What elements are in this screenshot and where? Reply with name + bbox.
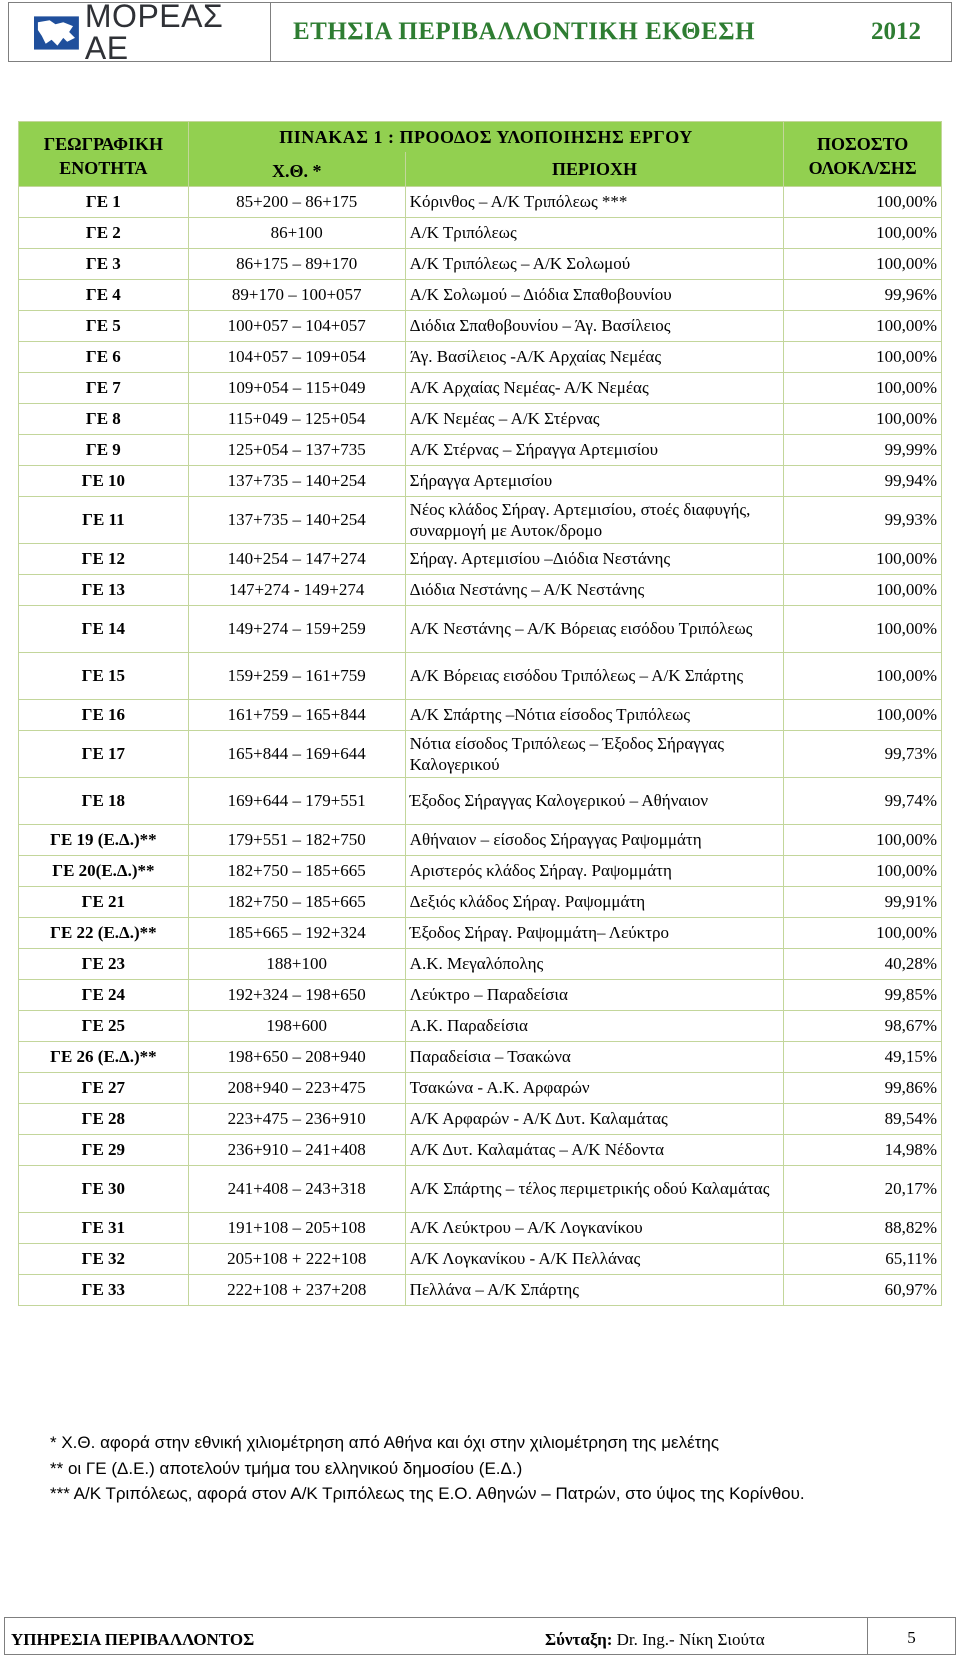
author-label: Σύνταξη: — [545, 1630, 613, 1649]
footnote: ** οι ΓΕ (Δ.Ε.) αποτελούν τμήμα του ελληνικού δημοσίου (Ε.Δ.) — [50, 1458, 523, 1478]
table-body — [19, 187, 942, 1306]
table-row — [19, 1135, 942, 1166]
cell-geo: ΓΕ 6 — [19, 342, 189, 373]
table-row — [19, 1011, 942, 1042]
page-footer — [4, 1617, 956, 1655]
cell-area: Κόρινθος – Α/Κ Τριπόλεως *** — [405, 187, 784, 218]
cell-geo: ΓΕ 21 — [19, 887, 189, 918]
cell-geo: ΓΕ 10 — [19, 466, 189, 497]
table-row — [19, 187, 942, 218]
page-header — [8, 0, 952, 66]
cell-km: 191+108 – 205+108 — [188, 1213, 405, 1244]
table-row — [19, 1213, 942, 1244]
cell-geo: ΓΕ 14 — [19, 606, 189, 653]
cell-area: Α/Κ Λογκανίκου - Α/Κ Πελλάνας — [405, 1244, 784, 1275]
cell-km: 140+254 – 147+274 — [188, 544, 405, 575]
cell-km: 198+650 – 208+940 — [188, 1042, 405, 1073]
cell-km: 115+049 – 125+054 — [188, 404, 405, 435]
cell-pct: 99,73% — [784, 731, 942, 778]
cell-pct: 100,00% — [784, 404, 942, 435]
table-row — [19, 575, 942, 606]
footer-department: ΥΠΗΡΕΣΙΑ ΠΕΡΙΒΑΛΛΟΝΤΟΣ — [11, 1630, 255, 1649]
table-row — [19, 1073, 942, 1104]
cell-pct: 100,00% — [784, 373, 942, 404]
cell-geo: ΓΕ 9 — [19, 435, 189, 466]
cell-geo: ΓΕ 19 (Ε.Δ.)** — [19, 825, 189, 856]
cell-km: 185+665 – 192+324 — [188, 918, 405, 949]
table-row — [19, 544, 942, 575]
table-row — [19, 731, 942, 778]
progress-table — [18, 121, 942, 1306]
cell-area: Α/Κ Λεύκτρου – Α/Κ Λογκανίκου — [405, 1213, 784, 1244]
cell-km: 198+600 — [188, 1011, 405, 1042]
table-row — [19, 918, 942, 949]
cell-area: Διόδια Νεστάνης – Α/Κ Νεστάνης — [405, 575, 784, 606]
cell-pct: 100,00% — [784, 218, 942, 249]
cell-km: 192+324 – 198+650 — [188, 980, 405, 1011]
header-area: ΠΕΡΙΟΧΗ — [405, 152, 784, 187]
table-row — [19, 856, 942, 887]
cell-area: Α/Κ Σπάρτης – τέλος περιμετρικής οδού Καλαμάτας — [405, 1166, 784, 1213]
table-title: ΠΙΝΑΚΑΣ 1 : ΠΡΟΟΔΟΣ ΥΛΟΠΟΙΗΣΗΣ ΕΡΓΟΥ — [188, 122, 784, 153]
header-pct: ΠΟΣΟΣΤΟ ΟΛΟΚΛ/ΣΗΣ — [784, 122, 942, 187]
cell-area: Α.Κ. Παραδείσια — [405, 1011, 784, 1042]
table-row — [19, 1275, 942, 1306]
cell-pct: 99,99% — [784, 435, 942, 466]
cell-pct: 100,00% — [784, 856, 942, 887]
cell-geo: ΓΕ 1 — [19, 187, 189, 218]
cell-geo: ΓΕ 13 — [19, 575, 189, 606]
table-row — [19, 980, 942, 1011]
cell-geo: ΓΕ 15 — [19, 653, 189, 700]
cell-geo: ΓΕ 22 (Ε.Δ.)** — [19, 918, 189, 949]
cell-geo: ΓΕ 3 — [19, 249, 189, 280]
cell-geo: ΓΕ 12 — [19, 544, 189, 575]
cell-pct: 88,82% — [784, 1213, 942, 1244]
table-row — [19, 497, 942, 544]
cell-km: 179+551 – 182+750 — [188, 825, 405, 856]
footnotes — [50, 1430, 942, 1507]
cell-area: Πελλάνα – Α/Κ Σπάρτης — [405, 1275, 784, 1306]
table-row — [19, 249, 942, 280]
cell-pct: 20,17% — [784, 1166, 942, 1213]
cell-area: Α/Κ Αρχαίας Νεμέας- Α/Κ Νεμέας — [405, 373, 784, 404]
cell-area: Αθήναιον – είσοδος Σήραγγας Ραψομμάτη — [405, 825, 784, 856]
table-row — [19, 606, 942, 653]
report-title: ΕΤΗΣΙΑ ΠΕΡΙΒΑΛΛΟΝΤΙΚΗ ΕΚΘΕΣΗ — [293, 18, 756, 45]
cell-km: 149+274 – 159+259 — [188, 606, 405, 653]
table-row — [19, 1042, 942, 1073]
cell-geo: ΓΕ 23 — [19, 949, 189, 980]
cell-area: Α/Κ Βόρειας εισόδου Τριπόλεως – Α/Κ Σπάρτης — [405, 653, 784, 700]
cell-pct: 60,97% — [784, 1275, 942, 1306]
cell-area: Α/Κ Σολωμού – Διόδια Σπαθοβουνίου — [405, 280, 784, 311]
table-row — [19, 280, 942, 311]
cell-geo: ΓΕ 29 — [19, 1135, 189, 1166]
cell-pct: 99,85% — [784, 980, 942, 1011]
cell-pct: 100,00% — [784, 249, 942, 280]
cell-area: Α/Κ Νεμέας – Α/Κ Στέρνας — [405, 404, 784, 435]
cell-geo: ΓΕ 27 — [19, 1073, 189, 1104]
cell-area: Σήραγγα Αρτεμισίου — [405, 466, 784, 497]
cell-pct: 100,00% — [784, 575, 942, 606]
table-row — [19, 887, 942, 918]
cell-geo: ΓΕ 30 — [19, 1166, 189, 1213]
cell-geo: ΓΕ 28 — [19, 1104, 189, 1135]
cell-pct: 100,00% — [784, 825, 942, 856]
cell-km: 169+644 – 179+551 — [188, 778, 405, 825]
cell-km: 205+108 + 222+108 — [188, 1244, 405, 1275]
table-row — [19, 466, 942, 497]
cell-pct: 89,54% — [784, 1104, 942, 1135]
cell-pct: 40,28% — [784, 949, 942, 980]
cell-area: Διόδια Σπαθοβουνίου – Άγ. Βασίλειος — [405, 311, 784, 342]
cell-km: 236+910 – 241+408 — [188, 1135, 405, 1166]
cell-area: Νότια είσοδος Τριπόλεως – Έξοδος Σήραγγας Καλογερικού — [405, 731, 784, 778]
cell-area: Α/Κ Αρφαρών - Α/Κ Δυτ. Καλαμάτας — [405, 1104, 784, 1135]
cell-area: Δεξιός κλάδος Σήραγ. Ραψομμάτη — [405, 887, 784, 918]
peloponnese-logo-icon — [34, 12, 79, 52]
logo-text: ΜΟΡΕΑΣ ΑΕ — [84, 0, 224, 66]
cell-km: 89+170 – 100+057 — [188, 280, 405, 311]
table-row — [19, 1244, 942, 1275]
table-row — [19, 1166, 942, 1213]
header-geo: ΓΕΩΓΡΑΦΙΚΗ ΕΝΟΤΗΤΑ — [19, 122, 189, 187]
cell-pct: 99,94% — [784, 466, 942, 497]
cell-area: Α/Κ Σπάρτης –Νότια είσοδος Τριπόλεως — [405, 700, 784, 731]
cell-km: 208+940 – 223+475 — [188, 1073, 405, 1104]
cell-km: 104+057 – 109+054 — [188, 342, 405, 373]
cell-pct: 100,00% — [784, 918, 942, 949]
table-row — [19, 373, 942, 404]
cell-geo: ΓΕ 16 — [19, 700, 189, 731]
author-name: Dr. Ing.- Νίκη Σιούτα — [612, 1630, 765, 1649]
cell-km: 85+200 – 86+175 — [188, 187, 405, 218]
cell-km: 161+759 – 165+844 — [188, 700, 405, 731]
cell-area: Α/Κ Τριπόλεως – Α/Κ Σολωμού — [405, 249, 784, 280]
table-row — [19, 700, 942, 731]
cell-pct: 99,96% — [784, 280, 942, 311]
table-row — [19, 218, 942, 249]
cell-km: 147+274 - 149+274 — [188, 575, 405, 606]
cell-pct: 99,91% — [784, 887, 942, 918]
cell-geo: ΓΕ 8 — [19, 404, 189, 435]
cell-km: 223+475 – 236+910 — [188, 1104, 405, 1135]
cell-km: 182+750 – 185+665 — [188, 856, 405, 887]
cell-km: 165+844 – 169+644 — [188, 731, 405, 778]
cell-area: Α/Κ Δυτ. Καλαμάτας – Α/Κ Νέδοντα — [405, 1135, 784, 1166]
cell-km: 100+057 – 104+057 — [188, 311, 405, 342]
cell-km: 241+408 – 243+318 — [188, 1166, 405, 1213]
cell-geo: ΓΕ 33 — [19, 1275, 189, 1306]
cell-pct: 100,00% — [784, 700, 942, 731]
footnote: * Χ.Θ. αφορά στην εθνική χιλιομέτρηση από Αθήνα και όχι στην χιλιομέτρηση της μελέτης — [50, 1433, 720, 1452]
cell-pct: 99,86% — [784, 1073, 942, 1104]
cell-geo: ΓΕ 4 — [19, 280, 189, 311]
cell-pct: 100,00% — [784, 653, 942, 700]
cell-area: Παραδείσια – Τσακώνα — [405, 1042, 784, 1073]
cell-geo: ΓΕ 26 (Ε.Δ.)** — [19, 1042, 189, 1073]
cell-geo: ΓΕ 31 — [19, 1213, 189, 1244]
cell-area: Νέος κλάδος Σήραγ. Αρτεμισίου, στοές διαφυγής, συναρμογή με Αυτοκ/δρομο — [405, 497, 784, 544]
table-row — [19, 825, 942, 856]
report-year: 2012 — [871, 18, 921, 45]
cell-pct: 98,67% — [784, 1011, 942, 1042]
table-row — [19, 778, 942, 825]
cell-geo: ΓΕ 20(Ε.Δ.)** — [19, 856, 189, 887]
cell-geo: ΓΕ 2 — [19, 218, 189, 249]
cell-pct: 14,98% — [784, 1135, 942, 1166]
cell-area: Έξοδος Σήραγγας Καλογερικού – Αθήναιον — [405, 778, 784, 825]
cell-geo: ΓΕ 11 — [19, 497, 189, 544]
cell-pct: 100,00% — [784, 606, 942, 653]
cell-pct: 99,93% — [784, 497, 942, 544]
cell-geo: ΓΕ 32 — [19, 1244, 189, 1275]
company-logo — [9, 0, 271, 66]
cell-area: Α/Κ Τριπόλεως — [405, 218, 784, 249]
cell-geo: ΓΕ 17 — [19, 731, 189, 778]
cell-area: Α.Κ. Μεγαλόπολης — [405, 949, 784, 980]
cell-area: Έξοδος Σήραγ. Ραψομμάτη– Λεύκτρο — [405, 918, 784, 949]
cell-pct: 100,00% — [784, 544, 942, 575]
cell-km: 86+100 — [188, 218, 405, 249]
cell-km: 182+750 – 185+665 — [188, 887, 405, 918]
cell-pct: 100,00% — [784, 311, 942, 342]
table-row — [19, 311, 942, 342]
cell-geo: ΓΕ 7 — [19, 373, 189, 404]
table-row — [19, 1104, 942, 1135]
table-row — [19, 653, 942, 700]
cell-km: 137+735 – 140+254 — [188, 497, 405, 544]
cell-km: 109+054 – 115+049 — [188, 373, 405, 404]
table-row — [19, 404, 942, 435]
footer-author — [545, 1630, 867, 1654]
cell-pct: 65,11% — [784, 1244, 942, 1275]
table-row — [19, 342, 942, 373]
footnote: *** Α/Κ Τριπόλεως, αφορά στον Α/Κ Τριπόλεως της Ε.Ο. Αθηνών – Πατρών, στο ύψος της Κορίνθου. — [50, 1484, 805, 1503]
cell-area: Άγ. Βασίλειος -Α/Κ Αρχαίας Νεμέας — [405, 342, 784, 373]
cell-pct: 100,00% — [784, 187, 942, 218]
cell-pct: 99,74% — [784, 778, 942, 825]
cell-area: Σήραγ. Αρτεμισίου –Διόδια Νεστάνης — [405, 544, 784, 575]
cell-area: Αριστερός κλάδος Σήραγ. Ραψομμάτη — [405, 856, 784, 887]
header-km: Χ.Θ. * — [188, 152, 405, 187]
cell-area: Α/Κ Στέρνας – Σήραγγα Αρτεμισίου — [405, 435, 784, 466]
cell-area: Τσακώνα - Α.Κ. Αρφαρών — [405, 1073, 784, 1104]
cell-km: 137+735 – 140+254 — [188, 466, 405, 497]
cell-km: 159+259 – 161+759 — [188, 653, 405, 700]
cell-geo: ΓΕ 18 — [19, 778, 189, 825]
table-row — [19, 435, 942, 466]
cell-pct: 49,15% — [784, 1042, 942, 1073]
cell-area: Λεύκτρο – Παραδείσια — [405, 980, 784, 1011]
cell-geo: ΓΕ 5 — [19, 311, 189, 342]
cell-geo: ΓΕ 25 — [19, 1011, 189, 1042]
cell-geo: ΓΕ 24 — [19, 980, 189, 1011]
cell-km: 188+100 — [188, 949, 405, 980]
cell-pct: 100,00% — [784, 342, 942, 373]
cell-area: Α/Κ Νεστάνης – Α/Κ Βόρειας εισόδου Τριπόλεως — [405, 606, 784, 653]
cell-km: 125+054 – 137+735 — [188, 435, 405, 466]
cell-km: 222+108 + 237+208 — [188, 1275, 405, 1306]
page-number: 5 — [867, 1618, 955, 1654]
cell-km: 86+175 – 89+170 — [188, 249, 405, 280]
table-row — [19, 949, 942, 980]
